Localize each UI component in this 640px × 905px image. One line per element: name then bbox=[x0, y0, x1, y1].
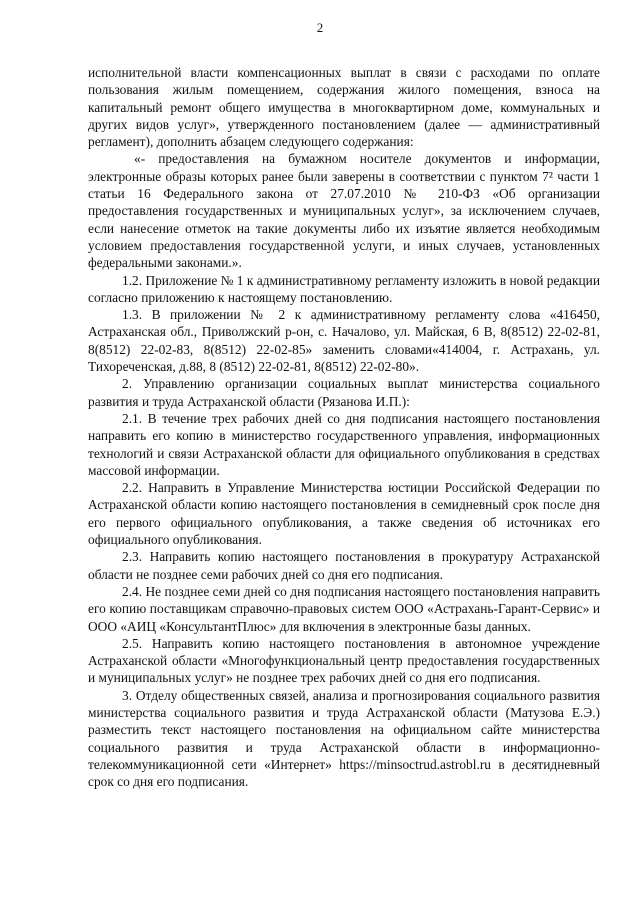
paragraph-2: 2. Управлению организации социальных выплат министерства социального развития и труда Астраханской области (Рязанова И.П.): bbox=[88, 376, 600, 409]
paragraph-2-3: 2.3. Направить копию настоящего постановления в прокуратуру Астраханской области не позднее семи рабочих дней со дня его подписания. bbox=[88, 549, 600, 582]
paragraph-quoted-amendment: «- предоставления на бумажном носителе документов и информации, электронные образы которых ранее были заверены в соответствии с пунктом 7² части 1 статьи 16 Федерального закона от 27.07.2010 № 210-ФЗ «Об организации предоставления государственных и муниципальных услуг», за исключением случаев, если нанесение отметок на такие документы либо их изъятие является необходимым условием предоставления государственной услуги, и иных случаев, установленных федеральными законами.». bbox=[88, 151, 600, 271]
paragraph-2-2: 2.2. Направить в Управление Министерства юстиции Российской Федерации по Астраханской области копию настоящего постановления в семидневный срок после дня его первого официального опубликования, а также сведения об источниках его официального опубликования. bbox=[88, 480, 600, 548]
document-body bbox=[88, 64, 600, 790]
page-number: 2 bbox=[316, 20, 324, 35]
paragraph-continuation: исполнительной власти компенсационных выплат в связи с расходами по оплате пользования жилым помещением, содержания жилого помещения, взноса на капитальный ремонт общего имущества в многоквартирном доме, коммунальных и других видов услуг», утвержденного постановлением (далее — административный регламент), дополнить абзацем следующего содержания: bbox=[88, 65, 600, 150]
paragraph-2-1: 2.1. В течение трех рабочих дней со дня подписания настоящего постановления направить его копию в министерство государственного управления, информационных технологий и связи Астраханской области для официального опубликования в средствах массовой информации. bbox=[88, 410, 600, 478]
paragraph-1-2: 1.2. Приложение № 1 к административному регламенту изложить в новой редакции согласно приложению к настоящему постановлению. bbox=[88, 272, 600, 305]
paragraph-2-5: 2.5. Направить копию настоящего постановления в автономное учреждение Астраханской области «Многофункциональный центр предоставления государственных и муниципальных услуг» не позднее трех рабочих дней со дня его подписания. bbox=[88, 635, 600, 686]
paragraph-3: 3. Отделу общественных связей, анализа и прогнозирования социального развития министерства социального развития и труда Астраханской области (Матузова Е.Э.) разместить текст настоящего постановления на официальном сайте министерства социального развития и труда Астраханской области в информационно-телекоммуникационной сети «Интернет» https://minsoctrud.astrobl.ru в десятидневный срок со дня его подписания. bbox=[88, 687, 600, 790]
paragraph-2-4: 2.4. Не позднее семи дней со дня подписания настоящего постановления направить его копию поставщикам справочно-правовых систем ООО «Астрахань-Гарант-Сервис» и ООО «АИЦ «КонсультантПлюс» для включения в электронные базы данных. bbox=[88, 583, 600, 634]
paragraph-1-3: 1.3. В приложении № 2 к административному регламенту слова «416450, Астраханская обл., Приволжский р-он, с. Началово, ул. Майская, 6 В, 8(8512) 22-02-81, 8(8512) 22-02-83, 8(8512) 22-02-85» заменить словами«414004, г. Астрахань, ул. Тихореченская, д.88, 8 (8512) 22-02-81, 8(8512) 22-02-80». bbox=[88, 307, 600, 375]
